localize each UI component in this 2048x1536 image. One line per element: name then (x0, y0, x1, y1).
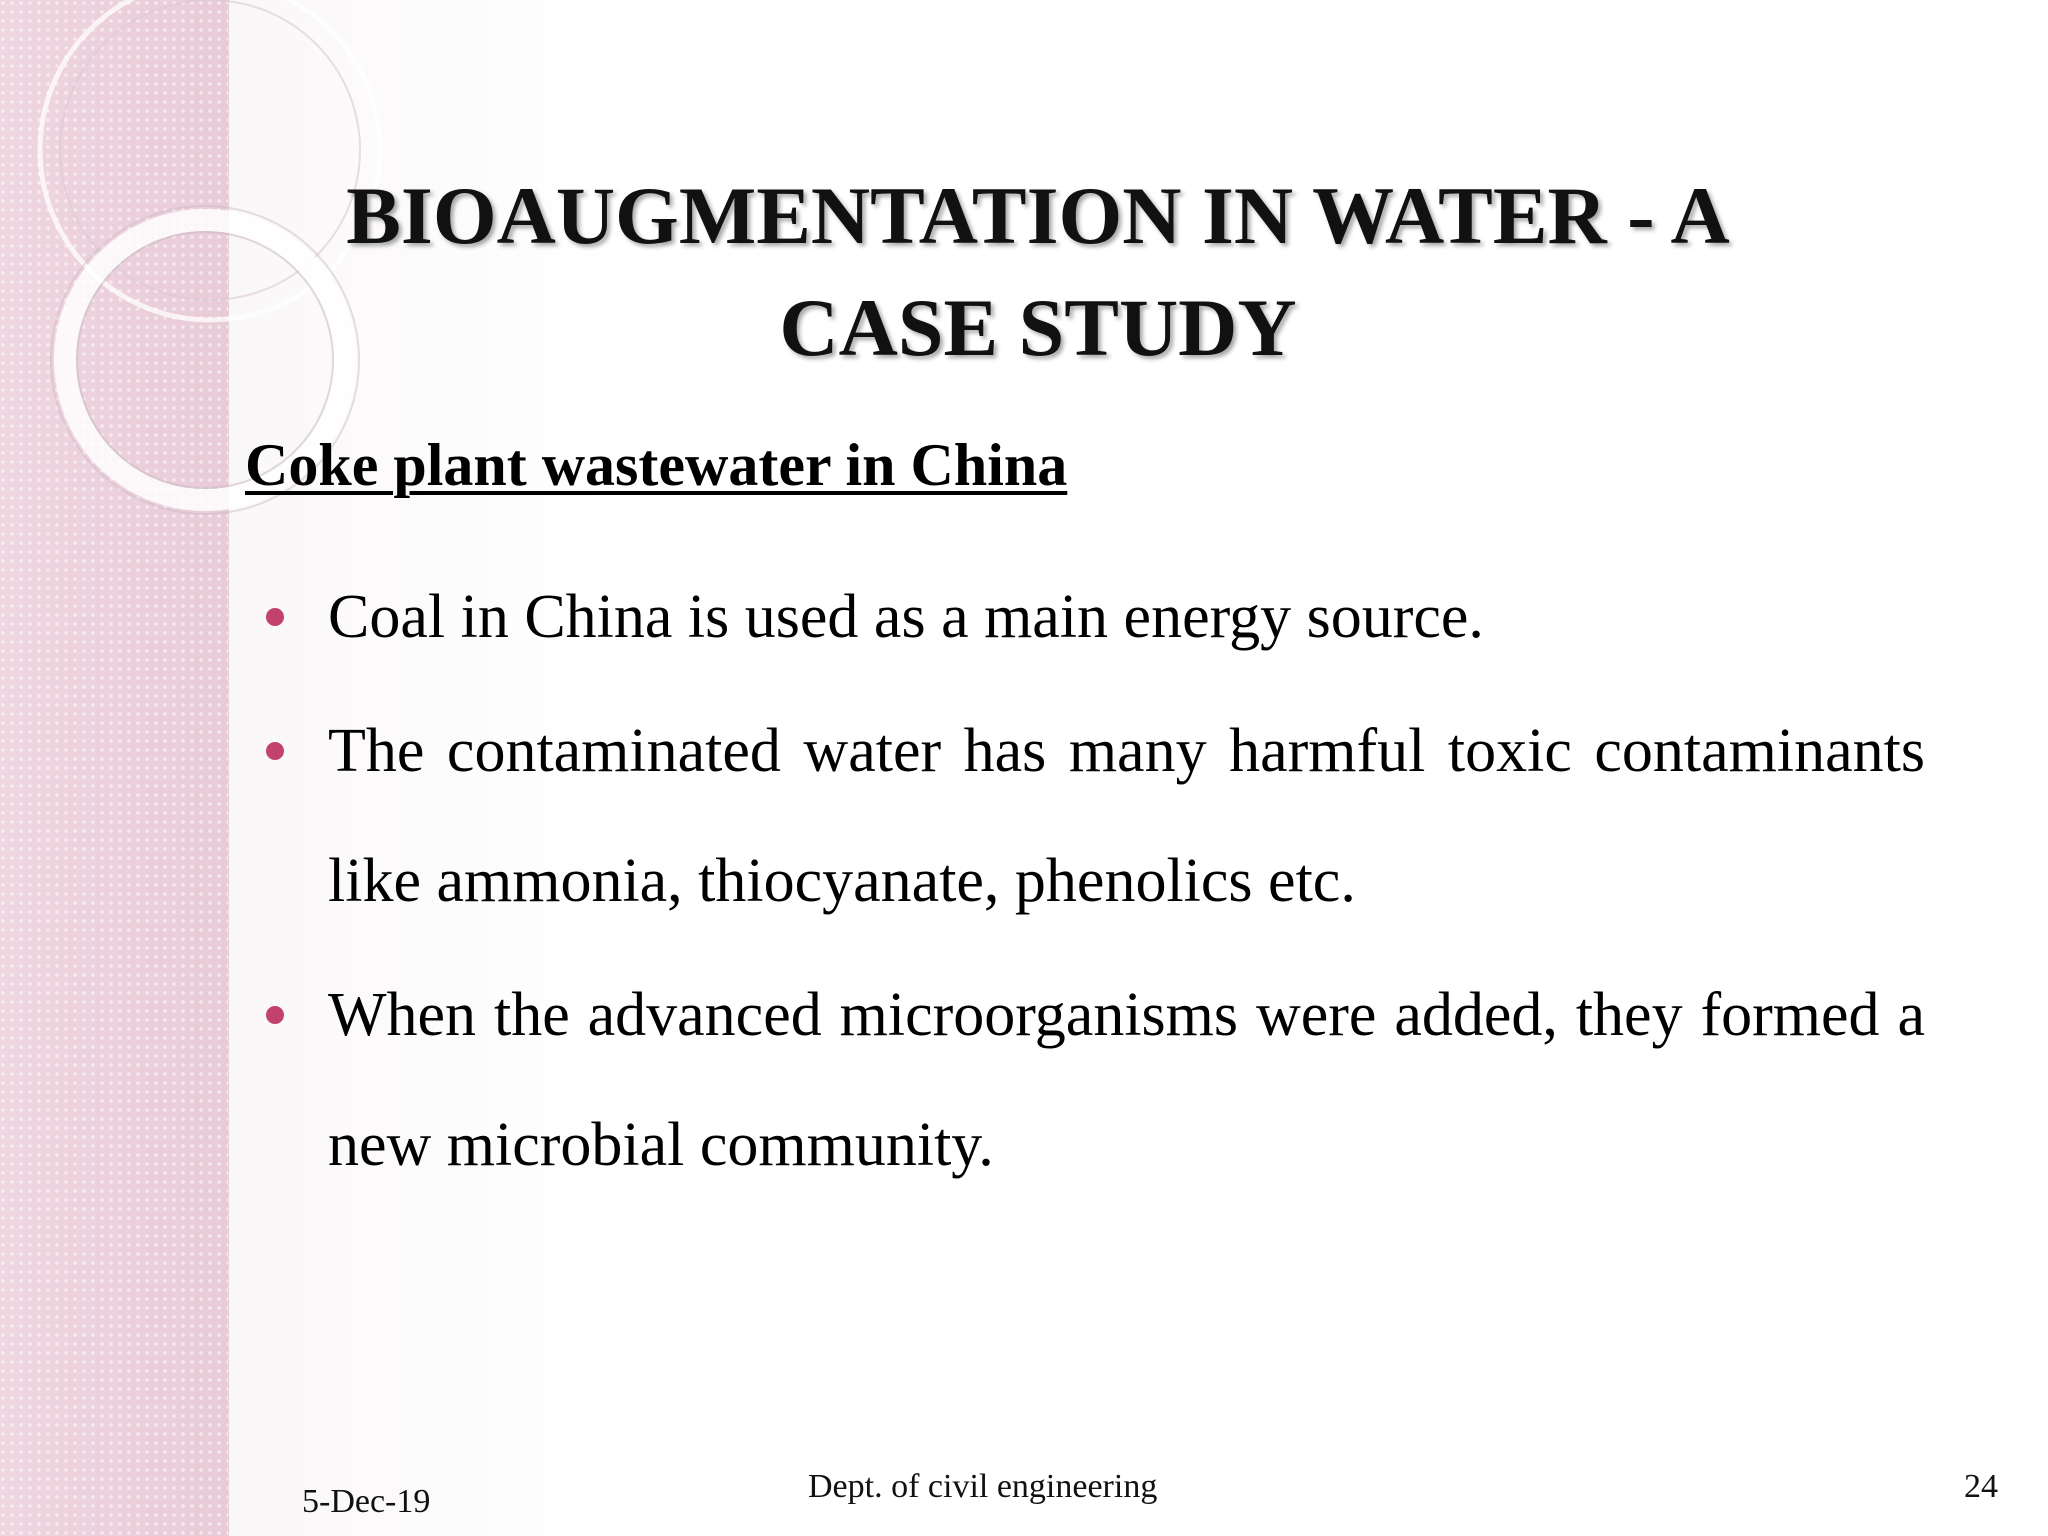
bullet-text: Coal in China is used as a main energy source. (328, 583, 1484, 651)
bullet-text: When the advanced microorganisms were added, they formed a new microbial community. (328, 981, 1925, 1179)
bullet-list (260, 552, 1925, 1214)
bullet-text: The contaminated water has many harmful toxic contaminants like ammonia, thiocyanate, phenolics etc. (328, 717, 1925, 915)
bullet-dot-icon (266, 608, 284, 626)
bullet-item (260, 686, 1925, 946)
slide-title-line1: BIOAUGMENTATION IN WATER - A (346, 170, 1730, 261)
footer-date: 5-Dec-19 (302, 1483, 431, 1520)
bullet-dot-icon (266, 1006, 284, 1024)
bullet-dot-icon (266, 742, 284, 760)
footer-page-number: 24 (1964, 1468, 1998, 1505)
bullet-item (260, 950, 1925, 1210)
footer-department: Dept. of civil engineering (808, 1468, 1158, 1505)
slide-title (228, 160, 1848, 384)
slide-title-line2: CASE STUDY (779, 282, 1297, 373)
bullet-item (260, 552, 1925, 682)
section-subheading: Coke plant wastewater in China (245, 432, 1068, 498)
